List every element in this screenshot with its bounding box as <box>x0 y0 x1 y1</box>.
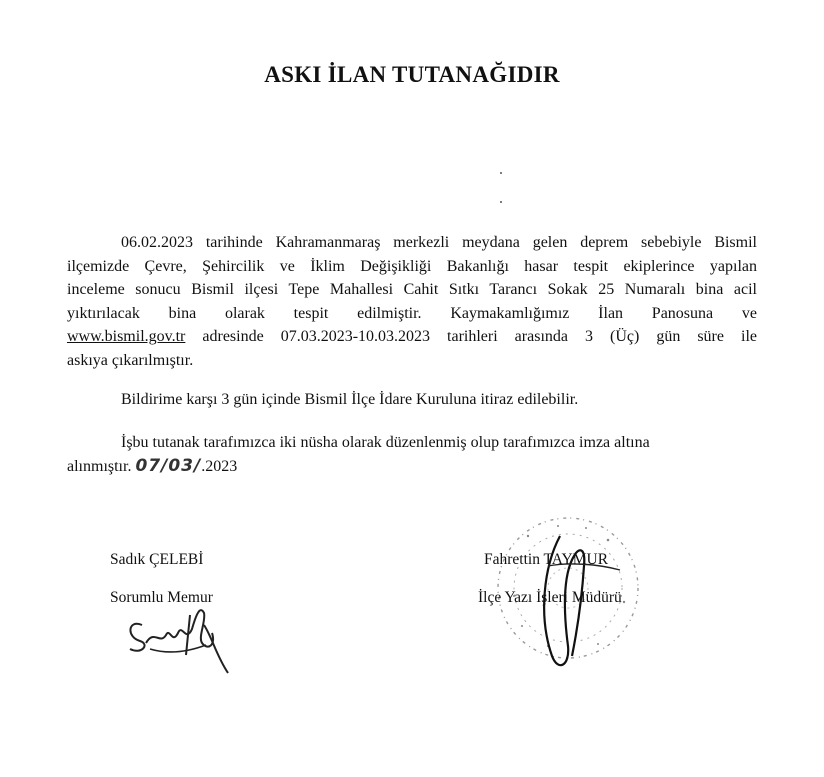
paragraph-line: ilçemizde Çevre, Şehircilik ve İklim Değişikliği Bakanlığı hasar tespit ekiplerince yapılan <box>67 257 757 275</box>
closing-paragraph <box>67 431 757 478</box>
paragraph-line: askıya çıkarılmıştır. <box>67 351 194 369</box>
left-signatory-role: Sorumlu Memur <box>110 589 213 606</box>
page-title: ASKI İLAN TUTANAĞIDIR <box>264 62 560 87</box>
paragraph-line: yıktırılacak bina olarak tespit edilmiştir. Kaymakamlığımız İlan Panosuna ve <box>67 304 757 322</box>
announcement-paragraph <box>67 231 757 373</box>
date-year: .2023 <box>201 457 238 475</box>
paragraph-line: inceleme sonucu Bismil ilçesi Tepe Mahallesi Cahit Sıtkı Tarancı Sokak 25 Numaralı bina acil <box>67 281 757 299</box>
speck-mark <box>500 201 502 203</box>
closing-text: alınmıştır. <box>67 457 132 475</box>
right-signatory-name: Fahrettin TAYMUR <box>484 551 609 568</box>
closing-line: İşbu tutanak tarafımızca iki nüsha olarak düzenlenmiş olup tarafımızca imza altına <box>121 434 650 451</box>
closing-date-line <box>67 455 757 479</box>
paragraph-line-with-link <box>67 325 757 349</box>
right-signatory-role: İlçe Yazı İşleri Müdürü <box>478 589 622 606</box>
paragraph-line: 06.02.2023 tarihinde Kahramanmaraş merkezli meydana gelen deprem sebebiyle Bismil <box>121 234 757 251</box>
paragraph-text: adresinde 07.03.2023-10.03.2023 tarihleri arasında 3 (Üç) gün süre ile <box>185 328 757 346</box>
speck-mark <box>500 172 502 174</box>
left-signatory-name: Sadık ÇELEBİ <box>110 551 204 568</box>
left-signature-icon <box>120 585 235 680</box>
website-link[interactable]: www.bismil.gov.tr <box>67 328 186 346</box>
objection-paragraph: Bildirime karşı 3 gün içinde Bismil İlçe İdare Kuruluna itiraz edilebilir. <box>121 391 579 408</box>
handwritten-date: 07/03/ <box>135 455 202 476</box>
